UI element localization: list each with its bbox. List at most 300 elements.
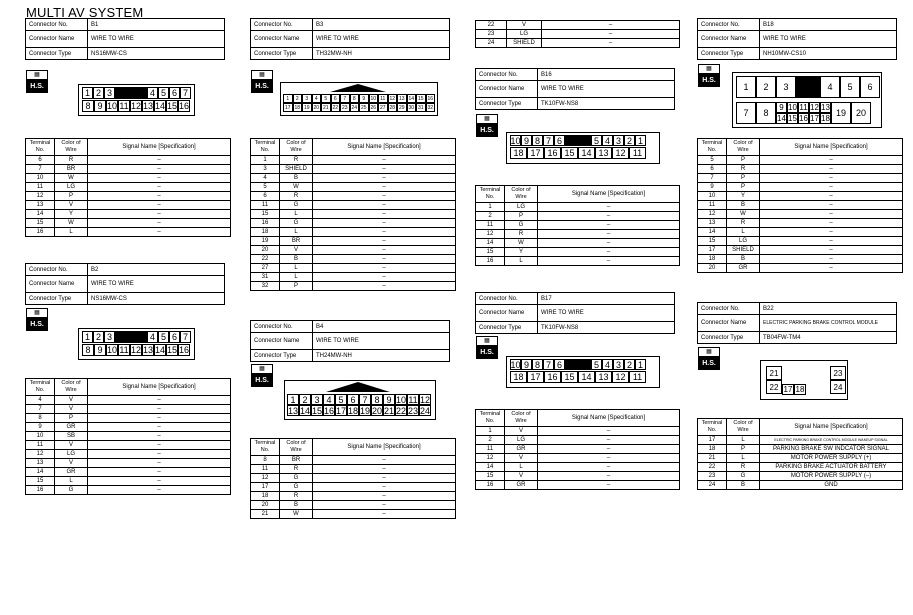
signal-name: – (88, 450, 231, 459)
info-value-no: B16 (538, 69, 675, 81)
header-signal: Signal Name [Specification] (538, 410, 680, 427)
pin-number: 2 (93, 87, 104, 99)
pin-number: 11 (119, 345, 129, 355)
signal-name: – (313, 510, 456, 519)
pin-row (283, 94, 435, 103)
pin-number: 1 (287, 394, 299, 405)
hs-label: H.S. (698, 74, 720, 87)
signal-name: – (760, 228, 903, 237)
wire-color: GR (505, 445, 538, 454)
wire-color: R (55, 156, 88, 165)
table-row (251, 183, 456, 192)
wire-color: G (505, 221, 538, 230)
table-row (26, 183, 231, 192)
info-value-no: B18 (760, 19, 897, 31)
pin-number: 9 (521, 135, 532, 146)
terminal-number: 1 (476, 203, 505, 212)
wire-color: P (280, 282, 313, 291)
terminal-number: 24 (476, 39, 507, 48)
pin-number: 4 (820, 76, 840, 98)
terminal-number: 1 (251, 156, 280, 165)
terminal-number: 13 (698, 219, 727, 228)
header-color: Color of Wire (55, 379, 88, 396)
pin-number: 10 (107, 101, 118, 111)
connector-latch (330, 84, 386, 92)
table-row (698, 481, 903, 490)
pin-number: 17 (336, 405, 347, 416)
pin-number: 18 (348, 405, 359, 416)
terminal-number: 4 (26, 396, 55, 405)
pin-number: 29 (398, 104, 405, 111)
signal-name: – (88, 441, 231, 450)
pin-number: 9 (776, 102, 787, 113)
pin-number: 6 (169, 87, 180, 99)
pin-number: 15 (312, 405, 323, 416)
terminal-table-b17 (475, 409, 680, 490)
wire-color: SHIELD (727, 246, 760, 255)
wire-color: R (727, 463, 760, 472)
header-color: Color of Wire (505, 186, 538, 203)
key-block (796, 76, 820, 98)
signal-name: – (88, 468, 231, 477)
signal-name: MOTOR POWER SUPPLY (+) (760, 454, 903, 463)
wire-color: LG (505, 436, 538, 445)
table-row (251, 219, 456, 228)
pin-number: 21 (384, 405, 395, 416)
terminal-number: 1 (476, 427, 505, 436)
pin-subrow (776, 113, 831, 124)
info-label-type: Connector Type (26, 48, 88, 60)
table-row (251, 156, 456, 165)
signal-name: – (538, 427, 680, 436)
pin-number: 20 (372, 405, 383, 416)
wire-color: SHIELD (280, 165, 313, 174)
table-row (251, 492, 456, 501)
wire-color: GR (55, 423, 88, 432)
pin-number: 7 (543, 359, 554, 370)
wire-color: B (280, 501, 313, 510)
header-color: Color of Wire (727, 139, 760, 156)
terminal-number: 12 (26, 192, 55, 201)
terminal-number: 7 (26, 405, 55, 414)
info-value-no: B2 (88, 264, 225, 276)
pin-number: 6 (169, 331, 180, 343)
table-row (26, 396, 231, 405)
pin-number: 1 (635, 359, 646, 370)
terminal-number: 22 (476, 21, 507, 30)
signal-name: – (88, 192, 231, 201)
pin-number: 1 (82, 331, 93, 343)
terminal-number: 18 (698, 255, 727, 264)
pin-number: 13 (288, 405, 299, 416)
terminal-number: 23 (476, 30, 507, 39)
hs-label: H.S. (251, 374, 273, 387)
pin-number: 26 (370, 104, 377, 111)
terminal-number: 11 (26, 183, 55, 192)
signal-name: – (760, 174, 903, 183)
pin-number: 2 (624, 135, 635, 146)
wire-color: W (280, 183, 313, 192)
pin-number: 10 (107, 345, 118, 355)
terminal-number: 15 (26, 477, 55, 486)
terminal-number: 11 (26, 441, 55, 450)
terminal-number: 2 (476, 436, 505, 445)
wire-color: B (727, 201, 760, 210)
table-row (251, 174, 456, 183)
pin-number: 8 (756, 102, 776, 124)
signal-name: – (88, 405, 231, 414)
info-label-name: Connector Name (251, 333, 313, 350)
info-value-type: NH10MW-CS10 (760, 48, 897, 60)
signal-name: – (760, 156, 903, 165)
info-value-type: TB04FW-TM4 (760, 332, 897, 344)
signal-name: – (538, 203, 680, 212)
hs-label: H.S. (476, 124, 498, 137)
terminal-number: 13 (26, 459, 55, 468)
info-label-name: Connector Name (698, 31, 760, 48)
table-row (476, 203, 680, 212)
pin-number: 13 (398, 95, 405, 102)
table-row (476, 445, 680, 454)
signal-name: – (313, 246, 456, 255)
pin-number: 14 (155, 345, 166, 355)
info-label-type: Connector Type (476, 98, 538, 110)
table-row (698, 174, 903, 183)
table-row (698, 255, 903, 264)
table-row (476, 481, 680, 490)
pin-number: 18 (510, 147, 527, 159)
header-terminal: Terminal No. (26, 139, 55, 156)
table-row (26, 156, 231, 165)
pin-number: 18 (294, 104, 301, 111)
terminal-number: 20 (251, 246, 280, 255)
info-value-name: WIRE TO WIRE (313, 31, 450, 48)
pin-number: 11 (119, 101, 129, 111)
pin-number: 12 (420, 394, 431, 405)
wire-color: G (280, 219, 313, 228)
signal-name: – (313, 192, 456, 201)
header-terminal: Terminal No. (476, 410, 505, 427)
header-terminal: Terminal No. (251, 139, 280, 156)
pin-number: 14 (578, 147, 595, 159)
signal-name: – (760, 246, 903, 255)
pin-number: 3 (104, 331, 115, 343)
table-row (476, 212, 680, 221)
table-row (26, 477, 231, 486)
terminal-number: 16 (476, 257, 505, 266)
signal-name: – (88, 174, 231, 183)
terminal-number: 18 (251, 492, 280, 501)
terminal-number: 14 (26, 468, 55, 477)
wire-color: LG (507, 30, 542, 39)
table-row (476, 248, 680, 257)
terminal-number: 7 (26, 165, 55, 174)
pin-number: 3 (613, 359, 624, 370)
pin-number: 23 (341, 104, 348, 111)
signal-name: – (313, 282, 456, 291)
pin-number: 14 (578, 371, 595, 383)
table-row (698, 463, 903, 472)
info-label-no: Connector No. (251, 321, 313, 333)
terminal-number: 4 (251, 174, 280, 183)
pin-number: 8 (82, 344, 94, 356)
pin-number: 2 (299, 394, 311, 405)
pin-row (736, 102, 871, 124)
table-row (476, 39, 680, 48)
pin-number: 21 (766, 366, 782, 380)
pin-number: 4 (312, 94, 322, 103)
terminal-number: 9 (698, 183, 727, 192)
pin-number: 15 (561, 371, 578, 383)
pin-number: 4 (147, 87, 158, 99)
wire-color: L (280, 210, 313, 219)
pin-number: 8 (82, 100, 94, 112)
info-label-no: Connector No. (26, 264, 88, 276)
pin-row (510, 147, 646, 159)
connector-info-b18 (697, 18, 897, 60)
hs-label: H.S. (698, 357, 720, 370)
pin-number: 9 (94, 344, 106, 356)
wire-color: G (55, 486, 88, 495)
wire-color: BR (280, 456, 313, 465)
wire-color: GR (55, 468, 88, 477)
info-value-type: TH24MW-NH (313, 350, 450, 362)
header-signal: Signal Name [Specification] (760, 139, 903, 156)
pin-number: 20 (313, 104, 320, 111)
signal-name: – (313, 201, 456, 210)
connector-info-b2 (25, 263, 225, 305)
table-row (698, 210, 903, 219)
terminal-number: 20 (251, 501, 280, 510)
terminal-table-b2 (25, 378, 231, 495)
harness-side-icon-b1 (26, 70, 48, 94)
table-row (26, 165, 231, 174)
pin-number: 22 (396, 405, 407, 416)
signal-name: – (538, 248, 680, 257)
info-value-type: NS16MW-CS (88, 293, 225, 305)
table-row (476, 30, 680, 39)
table-row (476, 436, 680, 445)
terminal-number: 15 (26, 219, 55, 228)
wire-color: W (280, 510, 313, 519)
table-row (251, 237, 456, 246)
wire-color: R (280, 465, 313, 474)
terminal-number: 10 (26, 432, 55, 441)
table-row (26, 174, 231, 183)
terminal-number: 24 (698, 481, 727, 490)
info-label-no: Connector No. (698, 303, 760, 315)
pin-row (82, 344, 190, 356)
key-block (115, 331, 147, 343)
table-row (698, 219, 903, 228)
wire-color: LG (505, 203, 538, 212)
table-row (476, 221, 680, 230)
pin-number: 16 (324, 405, 335, 416)
table-row (251, 210, 456, 219)
table-row (26, 201, 231, 210)
info-label-type: Connector Type (476, 322, 538, 334)
pin-number: 13 (595, 147, 612, 159)
terminal-number: 14 (476, 239, 505, 248)
signal-name: – (313, 465, 456, 474)
pin-row (283, 103, 435, 112)
pin-number: 3 (104, 87, 115, 99)
info-label-type: Connector Type (251, 350, 313, 362)
table-row (698, 246, 903, 255)
pin-row (510, 371, 646, 383)
terminal-table-b3cont (475, 20, 680, 48)
terminal-table-b3 (250, 138, 456, 291)
wire-color: W (505, 239, 538, 248)
pin-number: 22 (332, 104, 339, 111)
pin-number: 13 (143, 345, 154, 355)
header-signal: Signal Name [Specification] (313, 439, 456, 456)
pin-number: 4 (602, 135, 613, 146)
wire-color: V (55, 405, 88, 414)
table-row (26, 192, 231, 201)
header-signal: Signal Name [Specification] (313, 139, 456, 156)
pin-number: 16 (544, 371, 561, 383)
signal-name: – (313, 474, 456, 483)
terminal-number: 8 (251, 456, 280, 465)
pin-number: 6 (331, 94, 341, 103)
signal-name: – (313, 219, 456, 228)
table-row (251, 483, 456, 492)
info-value-no: B4 (313, 321, 450, 333)
pin-number: 24 (351, 104, 358, 111)
header-color: Color of Wire (280, 439, 313, 456)
table-row (26, 219, 231, 228)
pin-number: 3 (302, 94, 312, 103)
pin-number: 24 (830, 380, 846, 394)
pin-number: 5 (591, 135, 602, 146)
signal-name: – (538, 454, 680, 463)
header-color: Color of Wire (280, 139, 313, 156)
table-row (251, 474, 456, 483)
signal-name: – (88, 156, 231, 165)
wire-color: W (55, 219, 88, 228)
wire-color: L (727, 436, 760, 445)
pin-number: 12 (131, 345, 142, 355)
pin-number: 8 (532, 135, 543, 146)
terminal-number: 12 (251, 474, 280, 483)
signal-name: – (542, 39, 680, 48)
table-row (476, 257, 680, 266)
header-terminal: Terminal No. (476, 186, 505, 203)
pin-number: 10 (370, 95, 377, 102)
terminal-table-b4 (250, 438, 456, 519)
table-row (251, 165, 456, 174)
terminal-number: 16 (26, 228, 55, 237)
pin-number: 11 (629, 371, 646, 383)
harness-side-icon-b3 (251, 70, 273, 94)
terminal-number: 11 (698, 201, 727, 210)
pin-number: 9 (359, 94, 369, 103)
wire-color: P (727, 156, 760, 165)
pin-row (287, 405, 431, 416)
terminal-number: 2 (476, 212, 505, 221)
signal-name: – (313, 183, 456, 192)
signal-name: MOTOR POWER SUPPLY (–) (760, 472, 903, 481)
table-row (26, 405, 231, 414)
terminal-number: 22 (251, 255, 280, 264)
hs-label: H.S. (251, 80, 273, 93)
pin-number: 10 (510, 135, 521, 146)
table-row (476, 454, 680, 463)
info-value-name: WIRE TO WIRE (538, 305, 675, 322)
terminal-number: 15 (476, 472, 505, 481)
header-color: Color of Wire (727, 419, 760, 436)
pin-number: 19 (831, 102, 851, 124)
pin-number: 10 (396, 394, 407, 405)
table-row (251, 201, 456, 210)
table-row (26, 228, 231, 237)
signal-name: PARKING BRAKE ACTUATOR BATTERY (760, 463, 903, 472)
info-value-no: B17 (538, 293, 675, 305)
signal-name: – (88, 183, 231, 192)
table-row (26, 414, 231, 423)
wire-color: B (280, 255, 313, 264)
pin-number: 17 (810, 114, 819, 123)
wire-color: SB (55, 432, 88, 441)
pin-number: 1 (283, 94, 293, 103)
signal-name: PARKING BRAKE SW INDCATOR SIGNAL (760, 445, 903, 454)
signal-name: – (88, 432, 231, 441)
table-row (698, 183, 903, 192)
info-label-name: Connector Name (698, 315, 760, 332)
connector-face-icon: ▦ (698, 64, 720, 74)
terminal-number: 16 (251, 219, 280, 228)
terminal-number: 16 (476, 481, 505, 490)
signal-name: – (313, 501, 456, 510)
info-label-type: Connector Type (698, 332, 760, 344)
pin-number: 17 (527, 371, 544, 383)
pin-number: 21 (322, 104, 329, 111)
wire-color: R (727, 219, 760, 228)
pin-number: 7 (543, 135, 554, 146)
wire-color: L (727, 454, 760, 463)
signal-name: – (88, 459, 231, 468)
pin-number: 24 (420, 405, 431, 416)
terminal-number: 13 (26, 201, 55, 210)
header-signal: Signal Name [Specification] (760, 419, 903, 436)
connector-info-b4 (250, 320, 450, 362)
wire-color: L (505, 463, 538, 472)
pin-number: 7 (180, 331, 191, 343)
terminal-number: 18 (698, 445, 727, 454)
pin-number: 5 (840, 76, 860, 98)
table-row (698, 472, 903, 481)
table-row (698, 264, 903, 273)
table-row (251, 510, 456, 519)
info-value-type: TK10FW-NS8 (538, 98, 675, 110)
table-row (698, 228, 903, 237)
signal-name: – (538, 257, 680, 266)
info-value-no: B3 (313, 19, 450, 31)
connector-info-b1 (25, 18, 225, 60)
pin-number: 5 (321, 94, 331, 103)
connector-info-b3 (250, 18, 450, 60)
terminal-number: 5 (698, 156, 727, 165)
signal-name: – (313, 210, 456, 219)
info-value-name: WIRE TO WIRE (88, 31, 225, 48)
terminal-number: 27 (251, 264, 280, 273)
wire-color: B (727, 481, 760, 490)
pin-number: 5 (591, 359, 602, 370)
pin-number: 5 (158, 331, 169, 343)
page-title: MULTI AV SYSTEM (26, 5, 144, 20)
table-row (698, 237, 903, 246)
